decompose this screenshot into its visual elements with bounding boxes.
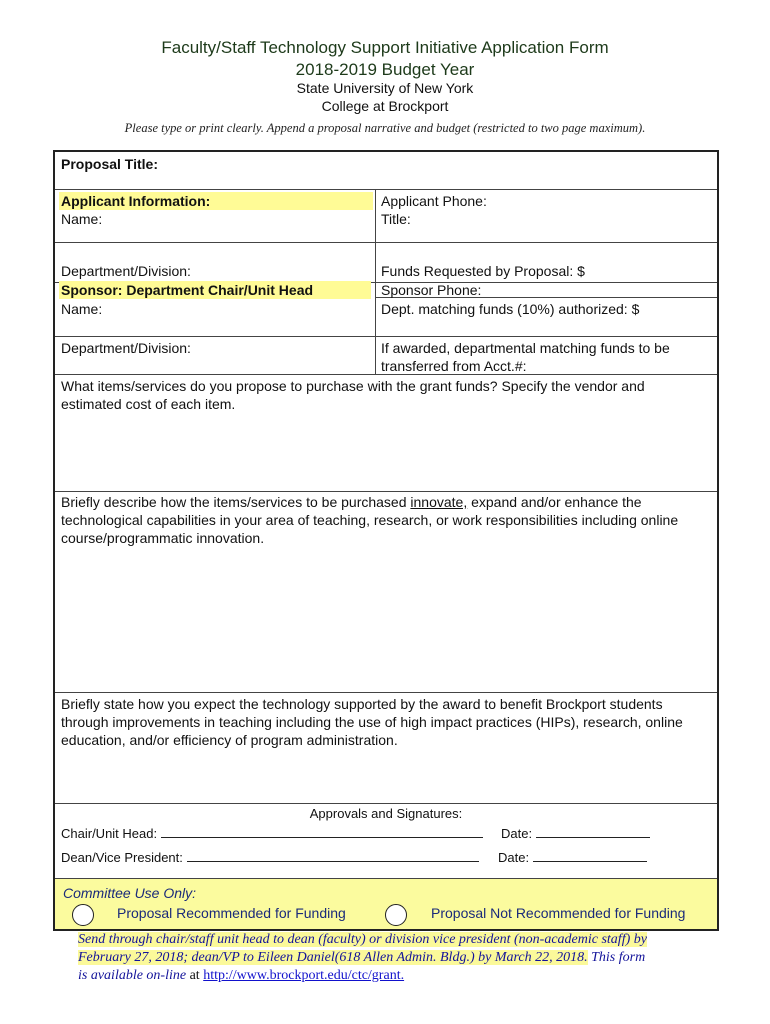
committee-section bbox=[55, 879, 717, 929]
university-name: State University of New York bbox=[296, 80, 474, 96]
divider bbox=[55, 242, 717, 243]
divider bbox=[55, 491, 717, 492]
column-divider bbox=[375, 189, 376, 374]
chair-date-line[interactable] bbox=[536, 823, 650, 838]
at-text: at bbox=[186, 968, 204, 983]
applicant-name-field[interactable]: Name: bbox=[61, 211, 103, 227]
college-name: College at Brockport bbox=[321, 98, 449, 114]
matching-funds-field[interactable]: Dept. matching funds (10%) authorized: $ bbox=[381, 301, 640, 317]
dean-date-line[interactable] bbox=[533, 847, 647, 862]
dean-date-row bbox=[498, 847, 647, 867]
chair-date-label: Date: bbox=[501, 826, 533, 841]
student-benefit-question[interactable]: Briefly state how you expect the technology supported by the award to benefit Brockport students through improvements in teaching including the use of high impact practices (HIPs), research, online education, and/or efficiency of program administration. bbox=[61, 696, 683, 748]
application-form bbox=[53, 150, 719, 931]
dean-signature-row bbox=[61, 847, 479, 867]
divider bbox=[55, 189, 717, 190]
dean-date-label: Date: bbox=[498, 850, 530, 865]
divider bbox=[55, 803, 717, 804]
dean-signature-line[interactable] bbox=[187, 847, 479, 862]
applicant-department-field[interactable]: Department/Division: bbox=[61, 263, 191, 279]
chair-signature-line[interactable] bbox=[161, 823, 483, 838]
recommended-label: Proposal Recommended for Funding bbox=[117, 905, 346, 921]
divider bbox=[55, 336, 717, 337]
submission-instructions bbox=[78, 931, 658, 985]
online-availability-text: This form is available on-line bbox=[78, 950, 646, 983]
recommended-radio[interactable] bbox=[72, 904, 94, 926]
funds-requested-field[interactable]: Funds Requested by Proposal: $ bbox=[381, 263, 585, 279]
form-title: Faculty/Staff Technology Support Initiative Application Form bbox=[161, 38, 609, 57]
innovation-question[interactable] bbox=[61, 493, 709, 547]
approvals-heading: Approvals and Signatures: bbox=[309, 806, 463, 821]
purchase-items-question[interactable]: What items/services do you propose to purchase with the grant funds? Specify the vendor and estimated cost of each item. bbox=[61, 378, 645, 412]
proposal-title-label[interactable]: Proposal Title: bbox=[61, 156, 158, 172]
chair-signature-row bbox=[61, 823, 483, 843]
grant-url-link[interactable]: http://www.brockport.edu/ctc/grant. bbox=[203, 968, 405, 983]
innovation-question-text-end: expand and/or enhance the technological capabilities in your area of teaching, research, or work responsibilities including online course/programmatic innovation. bbox=[61, 494, 679, 546]
divider bbox=[55, 692, 717, 693]
instructions: Please type or print clearly. Append a proposal narrative and budget (restricted to two page maximum). bbox=[124, 121, 646, 135]
not-recommended-label: Proposal Not Recommended for Funding bbox=[431, 905, 686, 921]
innovation-question-underlined: innovate, bbox=[410, 494, 468, 510]
not-recommended-radio[interactable] bbox=[385, 904, 407, 926]
budget-year: 2018-2019 Budget Year bbox=[295, 60, 475, 79]
submission-deadlines: Send through chair/staff unit head to dean (faculty) or division vice president (non-academic staff) by February 27, 2018; dean/VP to Eileen Daniel(618 Allen Admin. Bldg.) by March 22, 2018. bbox=[78, 932, 647, 965]
chair-signature-label: Chair/Unit Head: bbox=[61, 826, 158, 841]
innovation-question-text: Briefly describe how the items/services to be purchased bbox=[61, 494, 411, 510]
applicant-heading: Applicant Information: bbox=[59, 192, 373, 210]
applicant-phone-field[interactable]: Applicant Phone: bbox=[381, 193, 487, 209]
chair-date-row bbox=[501, 823, 650, 843]
dean-signature-label: Dean/Vice President: bbox=[61, 850, 183, 865]
sponsor-name-field[interactable]: Name: bbox=[61, 301, 103, 317]
sponsor-phone-field[interactable]: Sponsor Phone: bbox=[381, 282, 482, 298]
transfer-account-field[interactable]: If awarded, departmental matching funds to be transferred from Acct.#: bbox=[381, 340, 670, 374]
applicant-title-field[interactable]: Title: bbox=[381, 211, 411, 227]
sponsor-heading: Sponsor: Department Chair/Unit Head bbox=[59, 281, 371, 299]
sponsor-department-field[interactable]: Department/Division: bbox=[61, 340, 191, 356]
committee-heading: Committee Use Only: bbox=[63, 885, 197, 901]
